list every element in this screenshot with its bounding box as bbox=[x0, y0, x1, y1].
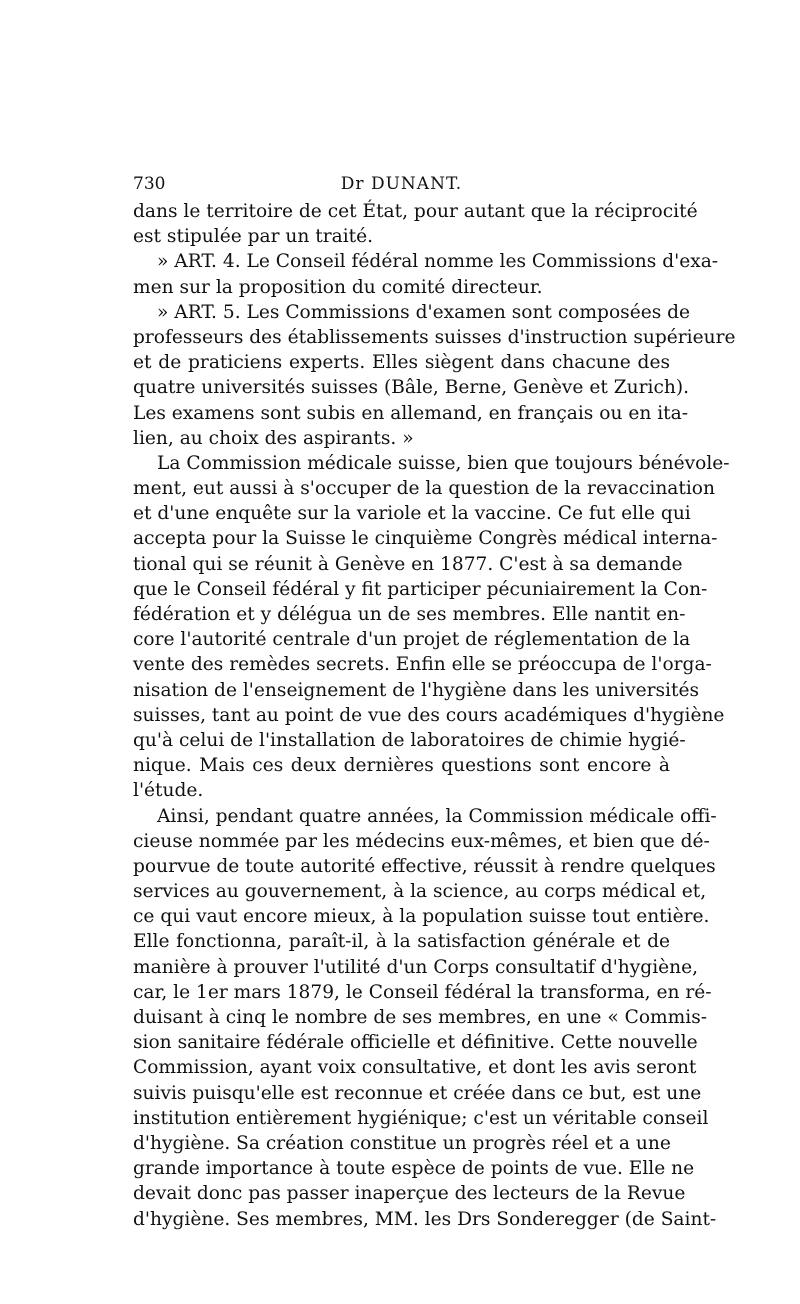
text-line: core l'autorité centrale d'un projet de réglementation de la bbox=[133, 629, 691, 651]
text-line: fédération et y délégua un de ses membres. Elle nantit en- bbox=[133, 604, 686, 625]
page-number: 730 bbox=[133, 174, 166, 194]
text-line: tional qui se réunit à Genève en 1877. C'est à sa demande bbox=[133, 553, 683, 575]
text-line: vente des remèdes secrets. Enfin elle se préoccupa de l'orga- bbox=[133, 654, 712, 676]
text-line: dans le territoire de cet État, pour autant que la réciprocité bbox=[133, 201, 698, 222]
text-line: La Commission médicale suisse, bien que toujours bénévole- bbox=[157, 452, 730, 474]
text-line: que le Conseil fédéral y fit participer pécuniairement la Con- bbox=[133, 578, 708, 600]
text-line: ce qui vaut encore mieux, à la population suisse tout entière. bbox=[133, 906, 710, 928]
text-line: Les examens sont subis en allemand, en français ou en ita- bbox=[133, 402, 689, 424]
running-title: Dr DUNANT. bbox=[340, 174, 463, 194]
text-line: » ART. 5. Les Commissions d'examen sont composées de bbox=[157, 301, 691, 323]
text-line: » ART. 4. Le Conseil fédéral nomme les Commissions d'exa- bbox=[157, 251, 719, 273]
text-line: accepta pour la Suisse le cinquième Congrès médical interna- bbox=[133, 528, 718, 550]
text-line: cieuse nommée par les médecins eux-mêmes, et bien que dé- bbox=[133, 830, 710, 852]
text-line: Commission, ayant voix consultative, et dont les avis seront bbox=[133, 1057, 697, 1079]
text-line: sion sanitaire fédérale officielle et définitive. Cette nouvelle bbox=[133, 1032, 698, 1054]
text-line: pourvue de toute autorité effective, réussit à rendre quelques bbox=[133, 855, 716, 877]
text-line: services au gouvernement, à la science, au corps médical et, bbox=[133, 881, 707, 903]
text-line: lien, au choix des aspirants. » bbox=[133, 427, 414, 449]
page-header bbox=[133, 174, 670, 198]
text-line: l'étude. bbox=[133, 780, 204, 802]
text-line: manière à prouver l'utilité d'un Corps consultatif d'hygiène, bbox=[133, 956, 699, 978]
text-line: devait donc pas passer inaperçue des lecteurs de la Revue bbox=[133, 1183, 686, 1205]
text-line: Elle fonctionna, paraît-il, à la satisfaction générale et de bbox=[133, 931, 670, 953]
text-line: et d'une enquête sur la variole et la vaccine. Ce fut elle qui bbox=[133, 503, 691, 525]
text-line: suisses, tant au point de vue des cours académiques d'hygiène bbox=[133, 704, 725, 726]
body-text bbox=[133, 199, 736, 1232]
text-line: institution entièrement hygiénique; c'est un véritable conseil bbox=[133, 1107, 709, 1129]
text-line: car, le 1er mars 1879, le Conseil fédéral la transforma, en ré- bbox=[133, 981, 712, 1003]
text-line: est stipulée par un traité. bbox=[133, 226, 374, 248]
text-line: qu'à celui de l'installation de laboratoires de chimie hygié- bbox=[133, 729, 686, 751]
text-line: d'hygiène. Ses membres, MM. les Drs Sonderegger (de Saint- bbox=[133, 1208, 717, 1230]
text-line: Ainsi, pendant quatre années, la Commission médicale offi- bbox=[157, 805, 717, 827]
text-line: nisation de l'enseignement de l'hygiène dans les universités bbox=[133, 679, 699, 701]
text-line: duisant à cinq le nombre de ses membres, en une « Commis- bbox=[133, 1007, 708, 1028]
text-line: suivis puisqu'elle est reconnue et créée dans ce but, est une bbox=[133, 1082, 702, 1104]
text-line: d'hygiène. Sa création constitue un progrès réel et a une bbox=[133, 1132, 671, 1154]
text-line: ment, eut aussi à s'occuper de la question de la revaccination bbox=[133, 478, 715, 500]
text-line: men sur la proposition du comité directeur. bbox=[133, 276, 543, 298]
text-line: grande importance à toute espèce de points de vue. Elle ne bbox=[133, 1158, 695, 1180]
text-line: et de praticiens experts. Elles siègent dans chacune des bbox=[133, 352, 670, 374]
text-line: quatre universités suisses (Bâle, Berne, Genève et Zurich). bbox=[133, 377, 690, 399]
text-line: nique. Mais ces deux dernières questions sont encore à bbox=[133, 755, 670, 777]
text-line: professeurs des établissements suisses d'instruction supérieure bbox=[133, 326, 736, 348]
